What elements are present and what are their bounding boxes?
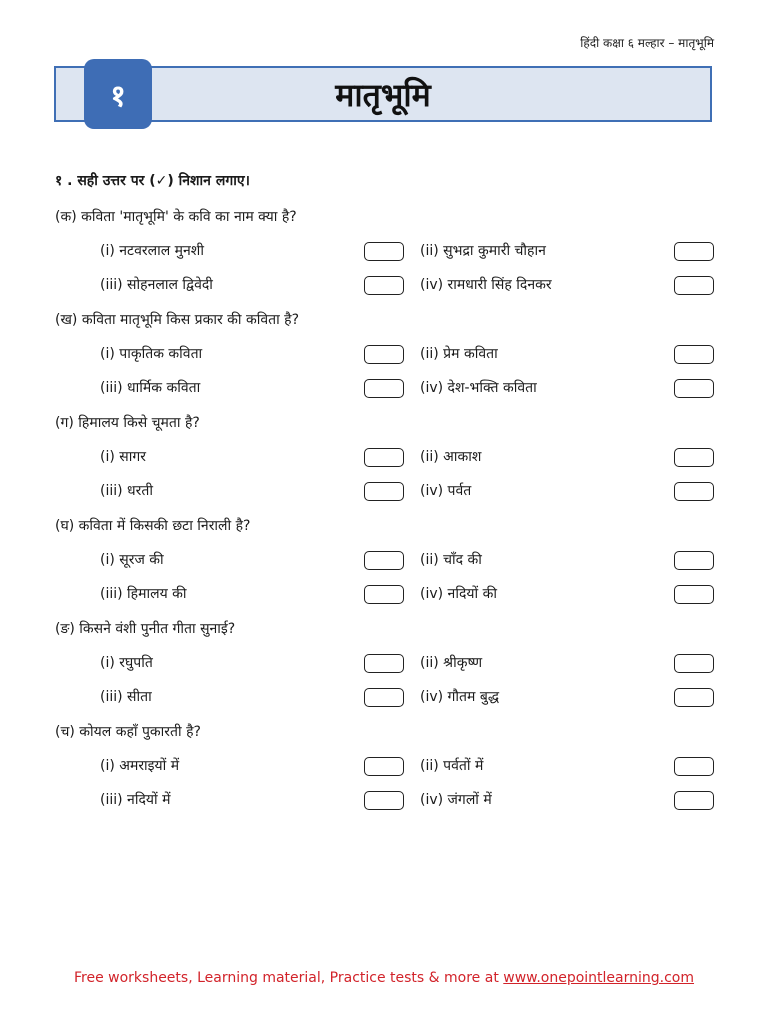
option-label: (iii) सीता	[100, 689, 152, 705]
answer-checkbox[interactable]	[364, 448, 404, 467]
option-label: (iii) सोहनलाल द्विवेदी	[100, 277, 213, 293]
answer-checkbox[interactable]	[674, 791, 714, 810]
answer-checkbox[interactable]	[364, 551, 404, 570]
option-label: (ii) चाँद की	[420, 552, 482, 568]
answer-checkbox[interactable]	[674, 585, 714, 604]
option-label: (ii) प्रेम कविता	[420, 346, 498, 362]
option-label: (i) नटवरलाल मुनशी	[100, 243, 204, 259]
option-label: (iv) गौतम बुद्ध	[420, 689, 500, 705]
chapter-badge: १	[84, 59, 152, 129]
option-label: (iv) रामधारी सिंह दिनकर	[420, 277, 552, 293]
instruction: १ . सही उत्तर पर (✓) निशान लगाए।	[55, 173, 250, 189]
answer-checkbox[interactable]	[364, 757, 404, 776]
option-label: (i) रघुपति	[100, 655, 153, 671]
answer-checkbox[interactable]	[674, 688, 714, 707]
option-label: (ii) श्रीकृष्ण	[420, 655, 483, 671]
option-label: (i) सागर	[100, 449, 146, 465]
answer-checkbox[interactable]	[674, 345, 714, 364]
question-6: (च) कोयल कहाँ पुकारती है?	[55, 724, 201, 740]
header-meta: हिंदी कक्षा ६ मल्हार – मातृभूमि	[580, 36, 714, 50]
question-3: (ग) हिमालय किसे चूमता है?	[55, 415, 200, 431]
option-label: (iv) जंगलों में	[420, 792, 492, 808]
answer-checkbox[interactable]	[364, 585, 404, 604]
option-label: (ii) पर्वतों में	[420, 758, 484, 774]
answer-checkbox[interactable]	[364, 791, 404, 810]
question-4: (घ) कविता में किसकी छटा निराली है?	[55, 518, 251, 534]
option-label: (iii) धार्मिक कविता	[100, 380, 201, 396]
question-5: (ङ) किसने वंशी पुनीत गीता सुनाई?	[55, 621, 236, 637]
answer-checkbox[interactable]	[674, 276, 714, 295]
answer-checkbox[interactable]	[364, 242, 404, 261]
footer-link[interactable]: www.onepointlearning.com	[503, 970, 695, 986]
option-label: (iii) नदियों में	[100, 792, 171, 808]
answer-checkbox[interactable]	[364, 276, 404, 295]
answer-checkbox[interactable]	[674, 448, 714, 467]
option-label: (ii) सुभद्रा कुमारी चौहान	[420, 243, 546, 259]
option-label: (iv) नदियों की	[420, 586, 497, 602]
option-label: (i) अमराइयों में	[100, 758, 180, 774]
answer-checkbox[interactable]	[364, 482, 404, 501]
option-label: (i) पाकृतिक कविता	[100, 346, 203, 362]
question-2: (ख) कविता मातृभूमि किस प्रकार की कविता है?	[55, 312, 300, 328]
footer-text: Free worksheets, Learning material, Practice tests & more at	[73, 970, 504, 986]
answer-checkbox[interactable]	[674, 379, 714, 398]
answer-checkbox[interactable]	[364, 379, 404, 398]
question-1: (क) कविता 'मातृभूमि' के कवि का नाम क्या है?	[55, 209, 297, 225]
answer-checkbox[interactable]	[364, 688, 404, 707]
answer-checkbox[interactable]	[674, 551, 714, 570]
answer-checkbox[interactable]	[674, 654, 714, 673]
page-title: मातृभूमि	[335, 75, 431, 114]
option-label: (i) सूरज की	[100, 552, 164, 568]
option-label: (iii) धरती	[100, 483, 153, 499]
answer-checkbox[interactable]	[364, 654, 404, 673]
answer-checkbox[interactable]	[674, 242, 714, 261]
footer	[0, 970, 768, 986]
option-label: (iv) पर्वत	[420, 483, 472, 499]
option-label: (iii) हिमालय की	[100, 586, 187, 602]
option-label: (ii) आकाश	[420, 449, 482, 465]
answer-checkbox[interactable]	[364, 345, 404, 364]
option-label: (iv) देश-भक्ति कविता	[420, 380, 537, 396]
answer-checkbox[interactable]	[674, 482, 714, 501]
answer-checkbox[interactable]	[674, 757, 714, 776]
